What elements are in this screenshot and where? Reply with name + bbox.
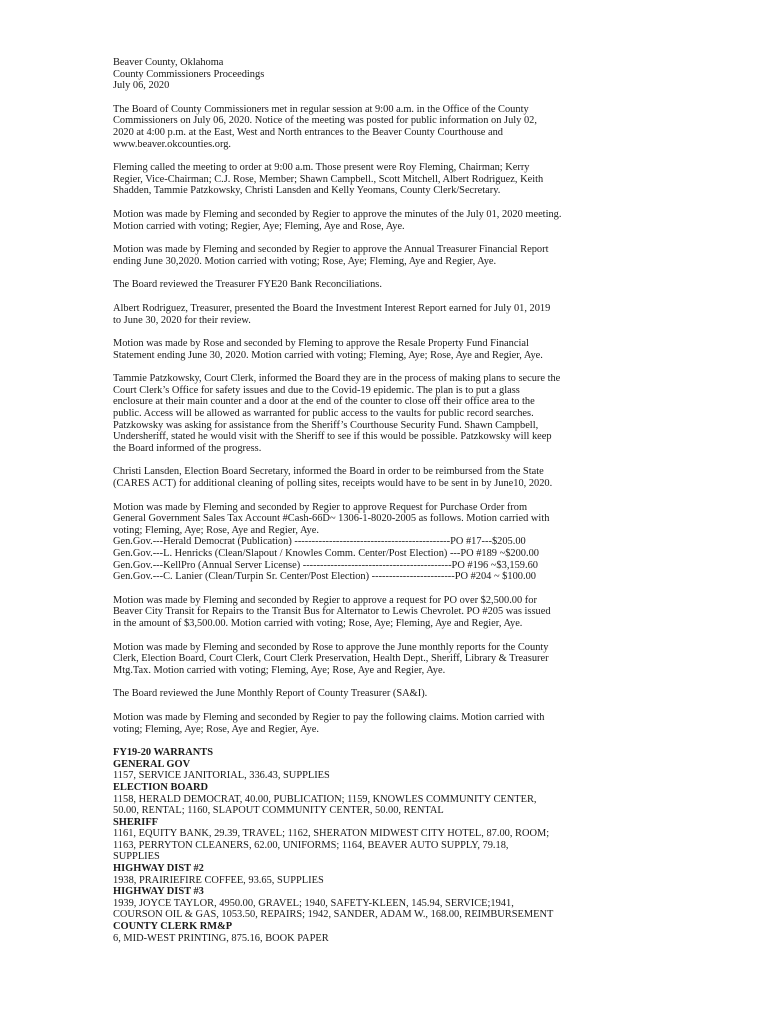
paragraph-line: The Board reviewed the June Monthly Report of County Treasurer (SA&I). [113, 688, 428, 700]
paragraph-line: Motion was made by Fleming and seconded by Regier to approve a request for PO over $2,500.00 for [113, 594, 537, 606]
warrant-heading: ELECTION BOARD [113, 781, 208, 793]
paragraph-line: Christi Lansden, Election Board Secretary, informed the Board in order to be reimbursed from the State [113, 466, 544, 478]
paragraph-line: Beaver City Transit for Repairs to the Transit Bus for Alternator to Lewis Chevrolet. PO #205 was issued [113, 606, 551, 618]
warrant-heading: GENERAL GOV [113, 758, 191, 770]
document-body [113, 104, 661, 735]
warrant-heading: SHERIFF [113, 816, 159, 828]
paragraph [113, 279, 661, 291]
paragraph-line: Shadden, Tammie Patzkowsky, Christi Lansden and Kelly Yeomans, County Clerk/Secretary. [113, 185, 501, 197]
paragraph-line: Undersheriff, stated he would visit with the Sheriff to see if this would be possible. Patzkowsky will keep [113, 431, 552, 443]
warrant-line: 6, MID-WEST PRINTING, 875.16, BOOK PAPER [113, 932, 329, 944]
paragraph-line: to June 30, 2020 for their review. [113, 314, 251, 326]
document-header [113, 57, 661, 92]
paragraph-line: public. Access will be allowed as warranted for public access to the vaults for public record searches. [113, 408, 534, 420]
header-proceedings: County Commissioners Proceedings [113, 68, 265, 80]
paragraph-line: Albert Rodriguez, Treasurer, presented the Board the Investment Interest Report earned for July 01, 2019 [113, 302, 551, 314]
paragraph-line: Motion was made by Fleming and seconded by Rose to approve the June monthly reports for the County [113, 641, 549, 653]
paragraph-line: Motion was made by Fleming and seconded by Regier to approve the minutes of the July 01, 2020 meeting. [113, 208, 562, 220]
warrant-line: 1158, HERALD DEMOCRAT, 40.00, PUBLICATION; 1159, KNOWLES COMMUNITY CENTER, [113, 793, 537, 805]
paragraph-line: Tammie Patzkowsky, Court Clerk, informed the Board they are in the process of making plans to secure the [113, 373, 561, 385]
warrant-line: SUPPLIES [113, 851, 160, 863]
warrant-line: 1161, EQUITY BANK, 29.39, TRAVEL; 1162, SHERATON MIDWEST CITY HOTEL, 87.00, ROOM; [113, 828, 550, 840]
paragraph-line: Patzkowsky was asking for assistance from the Sheriff’s Courthouse Security Fund. Shawn Campbell, [113, 419, 539, 431]
paragraph-line: General Government Sales Tax Account #Cash-66D~ 1306-1-8020-2005 as follows. Motion carried with [113, 513, 550, 525]
warrant-line: COURSON OIL & GAS, 1053.50, REPAIRS; 1942, SANDER, ADAM W., 168.00, REIMBURSEMENT [113, 909, 554, 921]
paragraph-line: Mtg.Tax. Motion carried with voting; Fleming, Aye; Rose, Aye and Regier, Aye. [113, 664, 446, 676]
paragraph-line: Clerk, Election Board, Court Clerk, Court Clerk Preservation, Health Dept., Sheriff, Library & Treasurer [113, 653, 549, 665]
paragraph-line: Motion was made by Rose and seconded by Fleming to approve the Resale Property Fund Financial [113, 338, 529, 350]
paragraph-line: voting; Fleming, Aye; Rose, Aye and Regier, Aye. [113, 524, 319, 536]
paragraph-line: Motion was made by Fleming and seconded by Regier to approve Request for Purchase Order from [113, 501, 528, 513]
document-page [113, 57, 661, 944]
paragraph [113, 209, 661, 232]
paragraph-line: in the amount of $3,500.00. Motion carried with voting; Rose, Aye; Fleming, Aye and Regier, Aye. [113, 617, 523, 629]
paragraph [113, 373, 661, 454]
paragraph [113, 595, 661, 630]
paragraph-line: Motion carried with voting; Regier, Aye; Fleming, Aye and Rose, Aye. [113, 220, 405, 232]
paragraph [113, 104, 661, 150]
paragraph-line: Gen.Gov.---Herald Democrat (Publication) ---------------------------------------------PO #17---$205.00 [113, 536, 526, 548]
paragraph [113, 502, 661, 583]
paragraph-line: the Board informed of the progress. [113, 442, 262, 454]
paragraph [113, 338, 661, 361]
paragraph [113, 244, 661, 267]
paragraph-line: Regier, Vice-Chairman; C.J. Rose, Member; Shawn Campbell., Scott Mitchell, Albert Rodriguez, Keith [113, 173, 544, 185]
paragraph-line: Commissioners on July 06, 2020. Notice of the meeting was posted for public information on July 02, [113, 115, 537, 127]
paragraph-line: Motion was made by Fleming and seconded by Regier to approve the Annual Treasurer Financial Report [113, 244, 549, 256]
warrant-heading: HIGHWAY DIST #3 [113, 886, 204, 898]
warrant-heading: COUNTY CLERK RM&P [113, 921, 233, 933]
paragraph [113, 712, 661, 735]
paragraph-line: 2020 at 4:00 p.m. at the East, West and North entrances to the Beaver County Courthouse and [113, 126, 503, 138]
warrant-line: 1163, PERRYTON CLEANERS, 62.00, UNIFORMS; 1164, BEAVER AUTO SUPPLY, 79.18, [113, 839, 509, 851]
paragraph [113, 162, 661, 197]
paragraph-line: Gen.Gov.---C. Lanier (Clean/Turpin Sr. Center/Post Election) ------------------------PO #204 ~ $100.00 [113, 571, 536, 583]
header-date: July 06, 2020 [113, 80, 170, 92]
paragraph-line: (CARES ACT) for additional cleaning of polling sites, receipts would have to be sent in by June10, 2020. [113, 478, 553, 490]
warrant-heading: FY19-20 WARRANTS [113, 747, 213, 759]
paragraph [113, 642, 661, 677]
paragraph [113, 303, 661, 326]
warrant-line: 50.00, RENTAL; 1160, SLAPOUT COMMUNITY CENTER, 50.00, RENTAL [113, 805, 444, 817]
paragraph [113, 688, 661, 700]
paragraph-line: The Board of County Commissioners met in regular session at 9:00 a.m. in the Office of the County [113, 103, 529, 115]
paragraph-line: Statement ending June 30, 2020. Motion carried with voting; Fleming, Aye; Rose, Aye and Regier, Aye. [113, 349, 543, 361]
paragraph-line: enclosure at their main counter and a door at the end of the counter to close off their office area to the [113, 396, 535, 408]
warrant-line: 1938, PRAIRIEFIRE COFFEE, 93.65, SUPPLIES [113, 874, 324, 886]
paragraph-line: voting; Fleming, Aye; Rose, Aye and Regier, Aye. [113, 723, 319, 735]
paragraph [113, 466, 661, 489]
paragraph-line: Gen.Gov.---KellPro (Annual Server License) -------------------------------------------PO #196 ~$3,159.60 [113, 559, 538, 571]
paragraph-line: ending June 30,2020. Motion carried with voting; Rose, Aye; Fleming, Aye and Regier, Aye. [113, 255, 497, 267]
paragraph-line: Court Clerk’s Office for safety issues and due to the Covid-19 epidemic. The plan is to put a glass [113, 384, 520, 396]
warrant-line: 1157, SERVICE JANITORIAL, 336.43, SUPPLIES [113, 770, 330, 782]
paragraph-line: Fleming called the meeting to order at 9:00 a.m. Those present were Roy Fleming, Chairman; Kerry [113, 162, 530, 174]
paragraph-line: www.beaver.okcounties.org. [113, 138, 232, 150]
paragraph-line: The Board reviewed the Treasurer FYE20 Bank Reconciliations. [113, 279, 382, 291]
warrants-list [113, 747, 661, 944]
paragraph-line: Gen.Gov.---L. Henricks (Clean/Slapout / Knowles Comm. Center/Post Election) ---PO #189 ~$200.00 [113, 548, 539, 559]
header-county: Beaver County, Oklahoma [113, 57, 224, 68]
warrant-heading: HIGHWAY DIST #2 [113, 863, 204, 875]
paragraph-line: Motion was made by Fleming and seconded by Regier to pay the following claims. Motion carried with [113, 711, 545, 723]
warrant-line: 1939, JOYCE TAYLOR, 4950.00, GRAVEL; 1940, SAFETY-KLEEN, 145.94, SERVICE;1941, [113, 897, 514, 909]
